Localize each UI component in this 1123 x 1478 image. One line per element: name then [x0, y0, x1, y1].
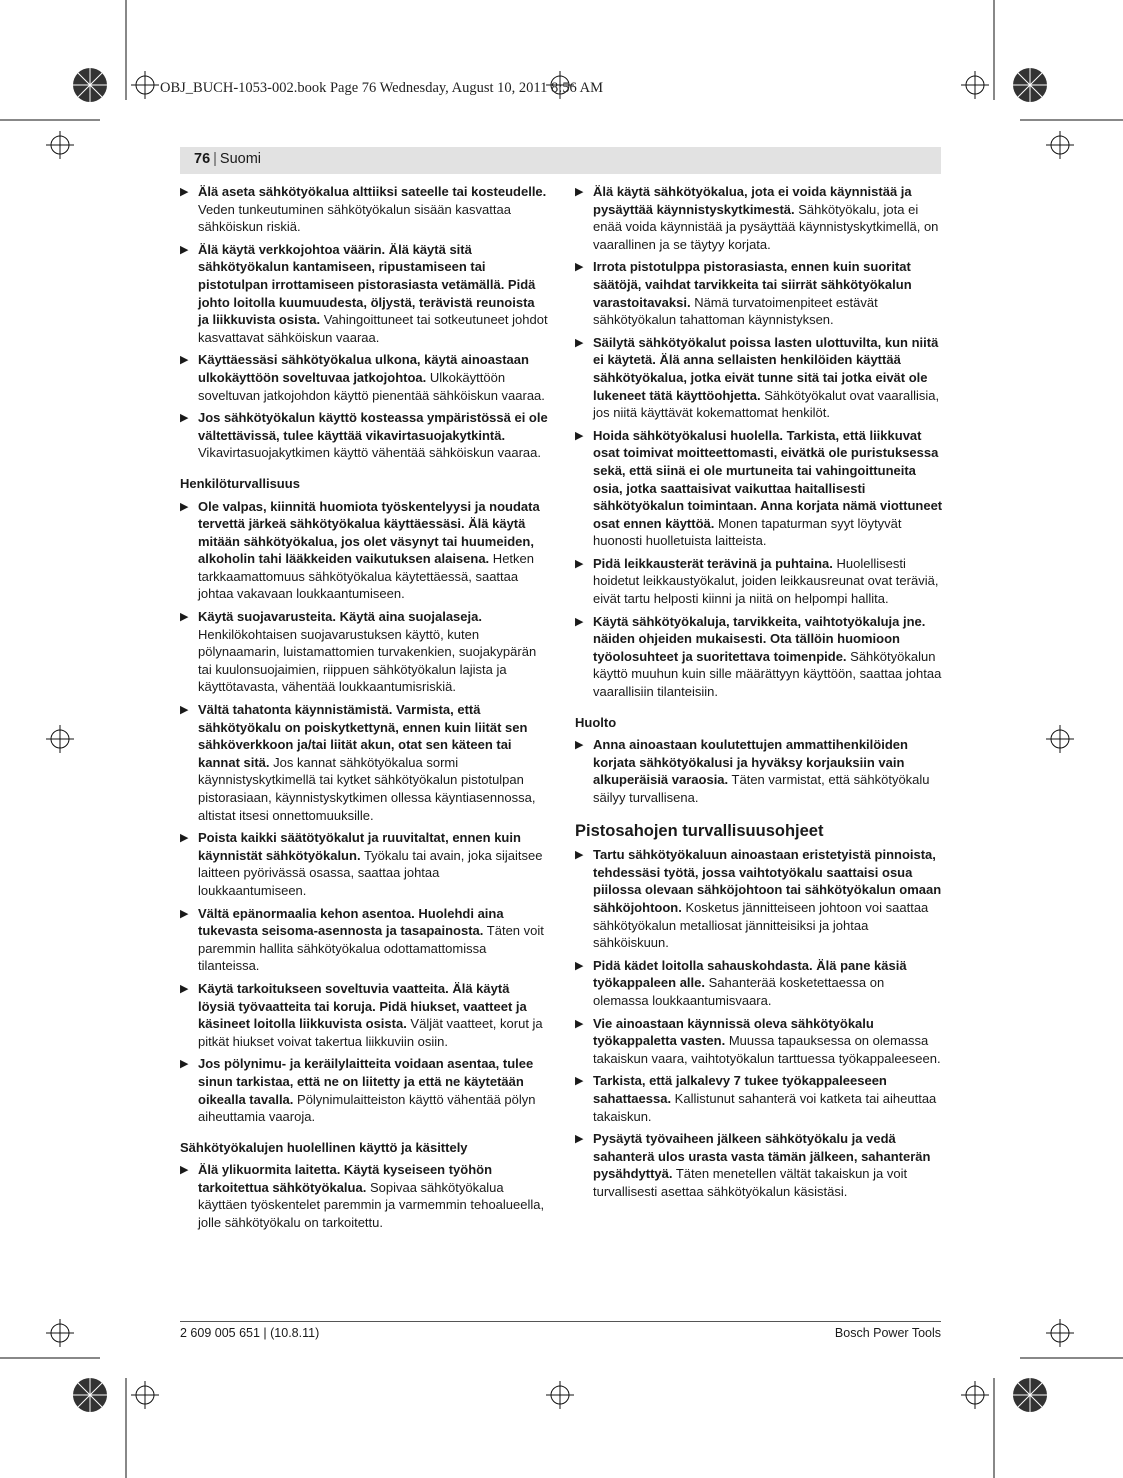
list-item — [180, 241, 548, 347]
bullet-arrow-icon: ▶ — [575, 186, 584, 198]
list-item — [180, 608, 548, 696]
bullet-arrow-icon: ▶ — [180, 354, 189, 367]
item-bold-text: Vältä epänormaalia kehon asentoa. Huolehdi aina tukevasta seisoma-asennosta ja tasapainosta. — [198, 905, 504, 939]
bullet-arrow-icon: ▶ — [180, 1058, 189, 1071]
bullet-arrow-icon: ▶ — [575, 336, 584, 349]
right-column — [575, 183, 943, 1205]
item-bold-text: Tartu sähkötyökaluun ainoastaan eristetyistä pinnoista, tehdessäsi työtä, jossa vaihtotyökalu saattaisi osua piilossa olevaan sähköjohtoon tai sähkötyökalun omaan sähköjohtoon. — [593, 847, 942, 915]
bullet-arrow-icon: ▶ — [180, 704, 189, 717]
header-language: Suomi — [219, 151, 262, 167]
item-bold-text: Hoida sähkötyökalusi huolella. Tarkista, että liikkuvat osat toimivat moitteettomasti, eivätkä ole puristuksessa sekä, että siinä ei ole murtuneita tai vahingoittuneita osia, jotka saattaisivat vaikuttaa haitallisesti sähkötyökalun toimintaan. Anna korjata nämä viottuneet osat ennen käyttöä. — [593, 427, 943, 531]
item-body-text: Monen tapaturman syyt löytyvät huonosti huolletuista laitteista. — [593, 515, 902, 549]
item-body-text: Pölynimulaitteiston käyttö vähentää pölyn aiheuttamia vaaroja. — [198, 1091, 536, 1125]
item-bold-text: Vie ainoastaan käynnissä oleva sähkötyökalu työkappaletta vasten. — [593, 1015, 874, 1049]
bullet-arrow-icon: ▶ — [180, 611, 189, 624]
list-item — [180, 1161, 548, 1231]
item-body-text: Sähkötyökalut ovat vaarallisia, jos niitä käyttävät kokemattomat henkilöt. — [593, 387, 940, 421]
list-item — [180, 498, 548, 604]
list-item — [575, 736, 943, 806]
list-item — [575, 957, 943, 1010]
print-slug: OBJ_BUCH-1053-002.book Page 76 Wednesday, August 10, 2011 8:56 AM — [160, 80, 603, 96]
bullet-arrow-icon: ▶ — [180, 982, 189, 995]
item-bold-text: Tarkista, että jalkalevy 7 tukee työkappaleeseen sahattaessa. — [593, 1073, 887, 1106]
item-bold-text: Irrota pistotulppa pistorasiasta, ennen kuin suoritat säätöjä, vaihdat tarvikkeita tai siirrät sähkötyökalun varastoitavaksi. — [593, 259, 912, 310]
item-body-text: Sopivaa sähkötyökalua käyttäen työskentelet paremmin ja varmemmin tehoalueella, jolle sähkötyökalu on tarkoitettu. — [198, 1179, 545, 1231]
list-item — [575, 258, 943, 328]
left-column — [180, 183, 548, 1237]
section-title: Pistosahojen turvallisuusohjeet — [575, 821, 824, 840]
item-body-text: Nämä turvatoimenpiteet estävät sähkötyökalun tahattoman käynnistyksen. — [593, 294, 878, 328]
section-heading: Huolto — [575, 714, 617, 730]
footer-brand: Bosch Power Tools — [834, 1326, 941, 1340]
item-bold-text: Älä käytä verkkojohtoa väärin. Älä käytä sitä sähkötyökalun kantamiseen, ripustamiseen tai pistotulpan irrottamiseen pistorasiasta vetämällä. Pidä johto loitolla kuumuudesta, öljystä, terävistä reunoista ja liikkuvista osista. — [198, 241, 536, 328]
bullet-arrow-icon: ▶ — [180, 832, 189, 845]
bullet-arrow-icon: ▶ — [575, 429, 584, 442]
bullet-arrow-icon: ▶ — [180, 500, 189, 513]
list-group — [180, 498, 548, 1126]
list-item — [575, 1015, 943, 1068]
list-item — [575, 555, 943, 608]
item-bold-text: Vältä tahatonta käynnistämistä. Varmista, että sähkötyökalu on poiskytkettynä, ennen kuin liität sen sähköverkkoon ja/tai liität akun, otat sen käteen tai kannat sitä. — [198, 702, 528, 770]
bullet-arrow-icon: ▶ — [180, 907, 189, 920]
item-body-text: Jos kannat sähkötyökalua sormi käynnistyskytkimellä tai kytket sähkötyökalun pistotulpan pistorasiaan, käynnistyskytkimen ollessa käyntiasennossa, altistat itsesi onnettomuuksille. — [198, 754, 536, 823]
item-bold-text: Älä ylikuormita laitetta. Käytä kyseiseen työhön tarkoitettua sähkötyökalua. — [198, 1162, 493, 1195]
list-item — [180, 409, 548, 462]
list-item — [575, 1130, 943, 1200]
item-bold-text: Anna ainoastaan koulutettujen ammattihenkilöiden korjata sähkötyökalusi ja hyväksy korjauksiin vain alkuperäisiä varaosia. — [593, 737, 908, 788]
item-bold-text: Käyttäessäsi sähkötyökalua ulkona, käytä ainoastaan ulkokäyttöön soveltuvaa jatkojohtoa. — [198, 352, 529, 385]
item-body-text: Täten voit paremmin hallita sähkötyökalua odottamattomissa tilanteissa. — [198, 923, 544, 974]
item-body-text: Sahanterää kosketettaessa on olemassa loukkaantumisvaara. — [593, 975, 885, 1008]
list-item — [575, 846, 943, 952]
list-item — [180, 351, 548, 404]
item-bold-text: Pysäytä työvaiheen jälkeen sähkötyökalu ja vedä sahanterä ulos urasta vasta tämän jälkeen, sahanterän pysähdyttyä. — [593, 1131, 931, 1182]
item-bold-text: Käytä sähkötyökaluja, tarvikkeita, vaihtotyökaluja jne. näiden ohjeiden mukaisesti. Ota tällöin huomioon työolosuhteet ja suoritettava toimenpide. — [593, 613, 926, 664]
list-item — [180, 905, 548, 975]
list-item — [180, 829, 548, 899]
list-item — [180, 1055, 548, 1125]
item-body-text: Veden tunkeutuminen sähkötyökalun sisään kasvattaa sähköiskun riskiä. — [198, 201, 511, 235]
header-separator: | — [213, 151, 217, 167]
item-body-text: Täten varmistat, että sähkötyökalu säilyy turvallisena. — [593, 772, 930, 805]
footer-document-code: 2 609 005 651 | (10.8.11) — [180, 1326, 320, 1340]
bullet-arrow-icon: ▶ — [180, 186, 189, 198]
item-bold-text: Jos sähkötyökalun käyttö kosteassa ympäristössä ei ole vältettävissä, tulee käyttää vikavirtasuojakytkintä. — [198, 410, 548, 443]
item-bold-text: Älä aseta sähkötyökalua alttiiksi sateelle tai kosteudelle. — [198, 184, 547, 199]
item-body-text: Vikavirtasuojakytkimen käyttö vähentää sähköiskun vaaraa. — [198, 445, 542, 461]
list-item — [575, 613, 943, 701]
list-item — [180, 183, 548, 236]
bullet-arrow-icon: ▶ — [180, 412, 189, 425]
list-item — [575, 427, 943, 550]
item-body-text: Hetken tarkkaamattomuus sähkötyökalua käytettäessä, saattaa johtaa vakavaan loukkaantumiseen. — [198, 551, 534, 602]
section-heading: Sähkötyökalujen huolellinen käyttö ja käsittely — [180, 1139, 468, 1155]
list-group — [575, 183, 943, 701]
item-bold-text: Käytä tarkoitukseen soveltuvia vaatteita. Älä käytä löysiä työvaatteita tai koruja. Pidä hiukset, vaatteet ja käsineet loitolla liikkuvista osista. — [198, 980, 527, 1032]
item-body-text: Kallistunut sahanterä voi katketa tai aiheuttaa takaiskun. — [593, 1090, 937, 1124]
running-header — [180, 147, 941, 174]
bullet-arrow-icon: ▶ — [575, 849, 584, 862]
item-body-text: Työkalu tai avain, joka sijaitsee laitteen pyörivässä osassa, saattaa johtaa loukkaantumiseen. — [198, 847, 543, 898]
bullet-arrow-icon: ▶ — [180, 243, 189, 256]
bullet-arrow-icon: ▶ — [575, 1075, 584, 1088]
page-number: 76 — [194, 151, 211, 167]
list-item — [575, 334, 943, 422]
item-body-text: Muussa tapauksessa on olemassa takaiskun vaara, vaihtotyökalun tarttuessa työkappaleeseen. — [593, 1033, 941, 1066]
bullet-arrow-icon: ▶ — [575, 959, 584, 972]
item-bold-text: Käytä suojavarusteita. Käytä aina suojalaseja. — [198, 609, 482, 625]
list-item — [180, 701, 548, 824]
list-item — [575, 1072, 943, 1125]
list-group — [180, 1161, 548, 1231]
item-body-text: Huolellisesti hoidetut leikkaustyökalut, joiden leikkausreunat ovat teräviä, eivät tartu helposti kiinni ja niitä on helpompi hallita. — [593, 555, 939, 607]
item-body-text: Väljät vaatteet, korut ja pitkät hiukset voivat takertua liikkuviin osiin. — [198, 1016, 543, 1049]
bullet-arrow-icon: ▶ — [575, 557, 584, 570]
bullet-arrow-icon: ▶ — [180, 1164, 189, 1177]
item-body-text: Sähkötyökalun käyttö muuhun kuin sille määrättyyn käyttöön, saattaa johtaa vaarallisiin tilanteisiin. — [593, 648, 942, 700]
bullet-arrow-icon: ▶ — [575, 615, 584, 628]
bullet-arrow-icon: ▶ — [575, 1133, 584, 1146]
item-bold-text: Pidä leikkausterät terävinä ja puhtaina. — [593, 555, 833, 571]
list-item — [575, 183, 943, 253]
item-body-text: Henkilökohtaisen suojavarustuksen käyttö, kuten pölynaamarin, luistamattomien turvakenkien, suojakypärän tai kuulonsuojaimien, riippuen sähkötyökalun lajista ja käyttötavasta, vähentää loukkaantumisriskiä. — [198, 626, 537, 695]
section-heading: Henkilöturvallisuus — [180, 475, 300, 491]
item-bold-text: Jos pölynimu- ja keräilylaitteita voidaan asentaa, tulee sinun tarkistaa, että ne on liitetty ja että ne käytetään oikealla tavalla. — [198, 1056, 534, 1107]
item-bold-text: Poista kaikki säätötyökalut ja ruuvitaltat, ennen kuin käynnistät sähkötyökalun. — [198, 830, 521, 863]
list-group — [575, 846, 943, 1200]
item-bold-text: Ole valpas, kiinnitä huomiota työskentelyysi ja noudata tervettä järkeä sähkötyökalua käyttäessäsi. Älä käytä mitään sähkötyökalua, jos olet väsynyt tai huumeiden, alkoholin tahi lääkkeiden vaikutuksen alaisena. — [198, 498, 540, 567]
item-body-text: Sähkötyökalu, jota ei enää voida käynnistää ja pysäyttää käynnistyskytkimellä, on vaarallinen ja se täytyy korjata. — [593, 201, 939, 252]
item-body-text: Vahingoittuneet tai sotkeutuneet johdot kasvattavat sähköiskun vaaraa. — [198, 312, 548, 345]
bullet-arrow-icon: ▶ — [575, 1017, 584, 1030]
bullet-arrow-icon: ▶ — [575, 261, 584, 274]
item-bold-text: Älä käytä sähkötyökalua, jota ei voida käynnistää ja pysäyttää käynnistyskytkimestä. — [593, 184, 912, 217]
list-item — [180, 980, 548, 1050]
item-body-text: Ulkokäyttöön soveltuvan jatkojohdon käyttö pienentää sähköiskun vaaraa. — [198, 369, 545, 403]
item-body-text: Kosketus jännitteiseen johtoon voi saattaa sähkötyökalun metalliosat jännitteisiksi ja johtaa sähköiskuun. — [593, 899, 929, 951]
list-group — [575, 736, 943, 806]
footer-rule — [180, 1321, 941, 1322]
item-bold-text: Säilytä sähkötyökalut poissa lasten ulottuvilta, kun niitä ei käytetä. Älä anna sellaisten henkilöiden käyttää sähkötyökalua, jotka eivät tunne sitä tai jotka eivät ole lukeneet tätä käyttöohjetta. — [593, 334, 939, 403]
bullet-arrow-icon: ▶ — [575, 739, 584, 752]
item-body-text: Täten menetellen vältät takaiskun ja voit turvallisesti asettaa sähkötyökalun käsistäsi. — [593, 1166, 908, 1199]
item-bold-text: Pidä kädet loitolla sahauskohdasta. Älä pane käsiä työkappaleen alle. — [593, 957, 907, 991]
list-group — [180, 183, 548, 462]
